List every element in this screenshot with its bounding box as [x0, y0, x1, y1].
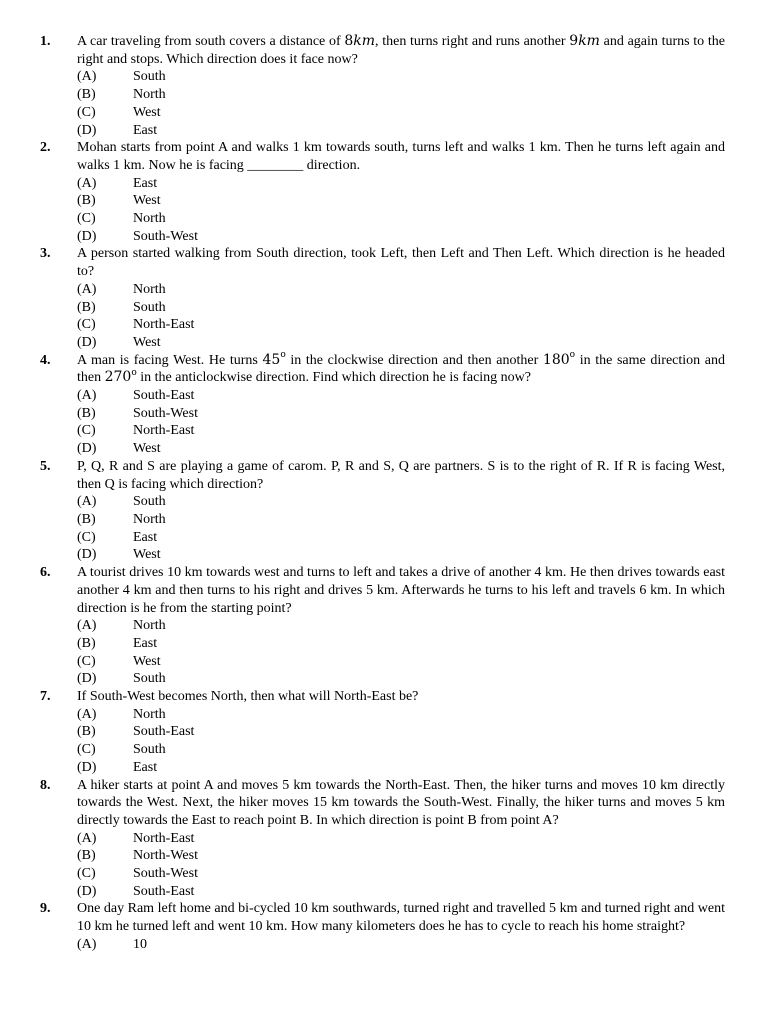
math-value: 9km: [569, 33, 600, 49]
option-text: South: [133, 742, 166, 758]
option-text: West: [133, 441, 161, 457]
question-item: [40, 900, 725, 953]
math-expression: [543, 352, 575, 368]
answer-option: [77, 653, 725, 671]
question-number: 1.: [40, 34, 51, 49]
math-value: 180: [542, 351, 570, 368]
option-label: (B): [77, 848, 96, 864]
option-label: (D): [77, 883, 97, 899]
option-text: South-East: [133, 724, 195, 740]
question-item: [40, 564, 725, 688]
option-label: (A): [77, 618, 97, 634]
answer-option: [77, 511, 725, 529]
answer-option: [77, 635, 725, 653]
option-text: North-East: [133, 317, 195, 333]
answer-option: [77, 86, 725, 104]
option-text: East: [133, 529, 158, 545]
option-label: (C): [77, 211, 96, 227]
question-text-segment: , then turns right and runs another: [375, 34, 570, 49]
option-label: (C): [77, 104, 96, 120]
answer-option: [77, 68, 725, 86]
answer-option: [77, 723, 725, 741]
option-text: North: [133, 281, 166, 297]
answer-option: [77, 175, 725, 193]
question-text-segment: in the anticlockwise direction. Find which direction he is facing now?: [136, 370, 531, 386]
option-label: (B): [77, 193, 96, 209]
degree-superscript: o: [280, 350, 286, 360]
answer-option: [77, 210, 725, 228]
question-text: [77, 564, 725, 617]
question-text-segment: P, Q, R and S are playing a game of carom. P, R and S, Q are partners. S is to the right of R. If R is facing West, then Q is facing which direction?: [77, 458, 725, 492]
option-text: East: [133, 122, 158, 138]
math-expression: [105, 369, 137, 385]
question-text: [77, 245, 725, 280]
answer-option: [77, 192, 725, 210]
option-label: (D): [77, 122, 97, 138]
option-text: 10: [133, 936, 147, 952]
option-label: (D): [77, 334, 97, 350]
option-text: West: [133, 653, 161, 669]
option-text: East: [133, 759, 158, 775]
option-label: (A): [77, 388, 97, 404]
question-item: [40, 458, 725, 564]
question-text-segment: Mohan starts from point A and walks 1 km towards south, turns left and walks 1 km. Then he turns left again and walks 1 km. Now he is facing ________ direction.: [77, 140, 725, 173]
answer-option: [77, 830, 725, 848]
answer-option: [77, 546, 725, 564]
math-value: 45: [262, 351, 281, 368]
option-label: (B): [77, 87, 96, 103]
math-value: 270: [104, 369, 132, 386]
math-expression: [569, 33, 600, 49]
option-text: East: [133, 175, 158, 191]
option-text: West: [133, 193, 161, 209]
answer-option: [77, 299, 725, 317]
option-label: (C): [77, 653, 96, 669]
option-label: (C): [77, 529, 96, 545]
answer-option: [77, 493, 725, 511]
question-text-segment: and again turns to the right and stops. Which direction does it face now?: [77, 34, 725, 67]
answer-option: [77, 741, 725, 759]
option-label: (D): [77, 441, 97, 457]
option-text: South-West: [133, 866, 198, 882]
option-text: North: [133, 211, 166, 227]
question-number: 7.: [40, 689, 51, 705]
option-label: (A): [77, 69, 97, 85]
question-number: 6.: [40, 565, 51, 581]
option-label: (C): [77, 742, 96, 758]
option-text: West: [133, 334, 161, 350]
question-number: 3.: [40, 246, 51, 262]
option-text: North: [133, 87, 166, 103]
option-text: South: [133, 671, 166, 687]
question-text: [77, 900, 725, 935]
answer-option: [77, 316, 725, 334]
question-item: [40, 245, 725, 351]
option-label: (B): [77, 635, 96, 651]
option-text: South: [133, 494, 166, 510]
option-label: (B): [77, 299, 96, 315]
option-text: North-East: [133, 423, 195, 439]
math-expression: [344, 33, 375, 49]
answer-option: [77, 387, 725, 405]
question-number: 4.: [40, 352, 51, 368]
option-label: (D): [77, 547, 97, 563]
answer-option: [77, 529, 725, 547]
question-text: [77, 139, 725, 174]
answer-option: [77, 617, 725, 635]
option-label: (B): [77, 511, 96, 527]
option-label: (B): [77, 724, 96, 740]
question-text-segment: A person started walking from South direction, took Left, then Left and Then Left. Which direction is he headed to?: [77, 246, 725, 280]
option-label: (A): [77, 936, 97, 952]
question-sheet: [0, 33, 768, 954]
question-number: 5.: [40, 458, 51, 474]
option-label: (D): [77, 759, 97, 775]
question-text: [77, 33, 725, 68]
option-text: South: [133, 299, 166, 315]
option-text: East: [133, 635, 158, 651]
option-text: South-East: [133, 883, 195, 899]
question-item: [40, 33, 725, 139]
option-text: South-West: [133, 405, 198, 421]
question-text-segment: A car traveling from south covers a distance of: [77, 34, 345, 49]
answer-option: [77, 281, 725, 299]
option-text: North: [133, 706, 166, 722]
option-label: (C): [77, 423, 96, 439]
answer-option: [77, 670, 725, 688]
option-label: (A): [77, 175, 97, 191]
question-text: [77, 352, 725, 387]
answer-option: [77, 936, 725, 954]
answer-option: [77, 847, 725, 865]
answer-option: [77, 865, 725, 883]
question-text-segment: One day Ram left home and bi-cycled 10 km southwards, turned right and travelled 5 km and turned right and went 10 km he turned left and went 10 km. How many kilometers does he has to cycle to reach his home straight?: [77, 901, 725, 935]
degree-superscript: o: [131, 367, 137, 378]
answer-option: [77, 883, 725, 901]
option-label: (A): [77, 281, 97, 297]
question-text-segment: A tourist drives 10 km towards west and turns to left and takes a drive of another 4 km. He then drives towards east another 4 km and then turns to his right and drives 5 km. Afterwards he turns to his left and travels 6 km. In which direction is he from the starting point?: [77, 565, 725, 616]
question-text-segment: in the clockwise direction and then another: [285, 352, 543, 368]
question-item: [40, 688, 725, 777]
answer-option: [77, 405, 725, 423]
option-text: South-East: [133, 388, 195, 404]
math-value: 8km: [344, 33, 376, 49]
option-label: (C): [77, 866, 96, 882]
option-text: West: [133, 104, 161, 120]
answer-option: [77, 104, 725, 122]
question-text: [77, 777, 725, 830]
answer-option: [77, 334, 725, 352]
question-item: [40, 777, 725, 901]
question-text-segment: A man is facing West. He turns: [77, 352, 263, 368]
option-label: (A): [77, 830, 97, 846]
math-expression: [262, 352, 285, 368]
degree-superscript: o: [569, 350, 576, 360]
answer-option: [77, 759, 725, 777]
option-text: North-East: [133, 830, 195, 846]
option-text: North-West: [133, 848, 198, 864]
answer-option: [77, 706, 725, 724]
question-number: 8.: [40, 777, 51, 793]
option-text: South: [133, 69, 166, 85]
question-text-segment: A hiker starts at point A and moves 5 km towards the North-East. Then, the hiker turns and moves 10 km directly towards the West. Next, the hiker moves 15 km towards the South-West. Finally, the hiker turns and moves 5 km directly towards the East to reach point B. In which direction is point B from point A?: [77, 777, 725, 828]
answer-option: [77, 228, 725, 246]
question-text-segment: in the same direction and then: [77, 352, 726, 386]
option-label: (C): [77, 317, 96, 333]
option-text: North: [133, 511, 166, 527]
option-label: (D): [77, 228, 97, 244]
option-text: West: [133, 547, 161, 563]
question-text: [77, 458, 725, 493]
question-item: [40, 350, 726, 458]
question-number: 2.: [40, 140, 51, 156]
question-number: 9.: [40, 901, 51, 917]
option-label: (D): [77, 671, 97, 687]
option-label: (A): [77, 494, 97, 510]
question-text: [77, 688, 725, 706]
question-item: [40, 139, 725, 245]
answer-option: [77, 440, 725, 458]
option-text: South-West: [133, 228, 198, 244]
option-label: (A): [77, 706, 97, 722]
answer-option: [77, 122, 725, 140]
option-text: North: [133, 618, 166, 634]
answer-option: [77, 422, 725, 440]
option-label: (B): [77, 405, 96, 421]
question-text-segment: If South-West becomes North, then what will North-East be?: [77, 689, 419, 705]
